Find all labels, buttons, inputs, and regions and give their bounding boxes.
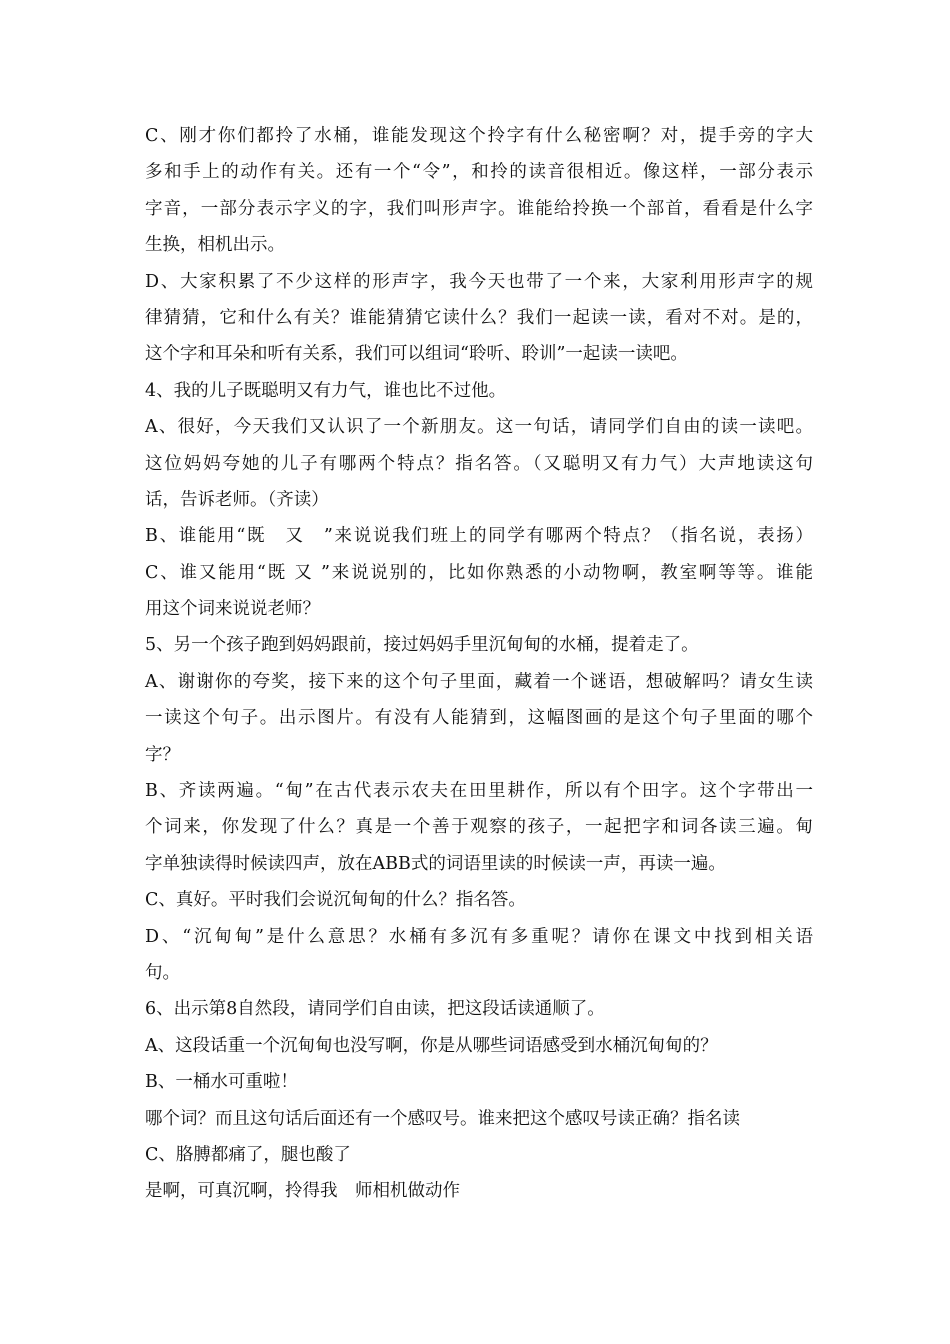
text-line: D、大家积累了不少这样的形声字，我今天也带了一个来，大家利用形声字的规 bbox=[145, 271, 813, 292]
text-line: 6、出示第8自然段，请同学们自由读，把这段话读通顺了。 bbox=[145, 999, 605, 1020]
text-line: 5、另一个孩子跑到妈妈跟前，接过妈妈手里沉甸甸的水桶，提着走了。 bbox=[145, 635, 699, 656]
text-line: B、谁能用“既 又 ”来说说我们班上的同学有哪两个特点？（指名说，表扬） bbox=[145, 526, 813, 547]
text-line: D、“沉甸甸”是什么意思？水桶有多沉有多重呢？请你在课文中找到相关语 bbox=[145, 926, 813, 947]
text-line: C、胳膊都痛了，腿也酸了 bbox=[145, 1144, 351, 1165]
text-line: A、很好，今天我们又认识了一个新朋友。这一句话，请同学们自由的读一读吧。 bbox=[145, 417, 813, 438]
text-line: 哪个词？而且这句话后面还有一个感叹号。谁来把这个感叹号读正确？指名读 bbox=[145, 1108, 740, 1129]
text-line: C、谁又能用“既 又 ”来说说别的，比如你熟悉的小动物啊，教室啊等等。谁能 bbox=[145, 562, 813, 583]
text-line: 律猜猜，它和什么有关？谁能猜猜它读什么？我们一起读一读，看对不对。是的， bbox=[145, 307, 813, 328]
text-line: 生换，相机出示。 bbox=[145, 235, 285, 256]
text-line: B、齐读两遍。“甸”在古代表示农夫在田里耕作，所以有个田字。这个字带出一 bbox=[145, 781, 813, 802]
text-line: 4、我的儿子既聪明又有力气，谁也比不过他。 bbox=[145, 380, 507, 401]
text-line: 话，告诉老师。（齐读） bbox=[145, 489, 329, 510]
text-line: 这个字和耳朵和听有关系，我们可以组词“聆听、聆训”一起读一读吧。 bbox=[145, 344, 688, 365]
text-line: 字？ bbox=[145, 744, 180, 765]
text-line: 用这个词来说说老师？ bbox=[145, 599, 320, 620]
text-line: 多和手上的动作有关。还有一个“令”，和拎的读音很相近。像这样，一部分表示 bbox=[145, 162, 813, 183]
text-line: 是啊，可真沉啊，拎得我 师相机做动作 bbox=[145, 1181, 460, 1202]
text-line: A、这段话重一个沉甸甸也没写啊，你是从哪些词语感受到水桶沉甸甸的？ bbox=[145, 1035, 718, 1056]
text-line: 字音，一部分表示字义的字，我们叫形声字。谁能给拎换一个部首，看看是什么字 bbox=[145, 198, 813, 219]
text-line: 一读这个句子。出示图片。有没有人能猜到，这幅图画的是这个句子里面的哪个 bbox=[145, 708, 813, 729]
text-line: C、刚才你们都拎了水桶，谁能发现这个拎字有什么秘密啊？对，提手旁的字大 bbox=[145, 126, 813, 146]
text-line: B、一桶水可重啦！ bbox=[145, 1072, 298, 1093]
text-line: 这位妈妈夸她的儿子有哪两个特点？指名答。（又聪明又有力气）大声地读这句 bbox=[145, 453, 813, 474]
text-line: 个词来，你发现了什么？真是一个善于观察的孩子，一起把字和词各读三遍。甸 bbox=[145, 817, 813, 838]
text-line: 字单独读得时候读四声，放在ABB式的词语里读的时候读一声，再读一遍。 bbox=[145, 853, 726, 874]
text-line: C、真好。平时我们会说沉甸甸的什么？指名答。 bbox=[145, 890, 526, 911]
document-body bbox=[145, 118, 813, 1210]
text-line: A、谢谢你的夸奖，接下来的这个句子里面，藏着一个谜语，想破解吗？请女生读 bbox=[145, 671, 813, 692]
text-line: 句。 bbox=[145, 962, 180, 983]
